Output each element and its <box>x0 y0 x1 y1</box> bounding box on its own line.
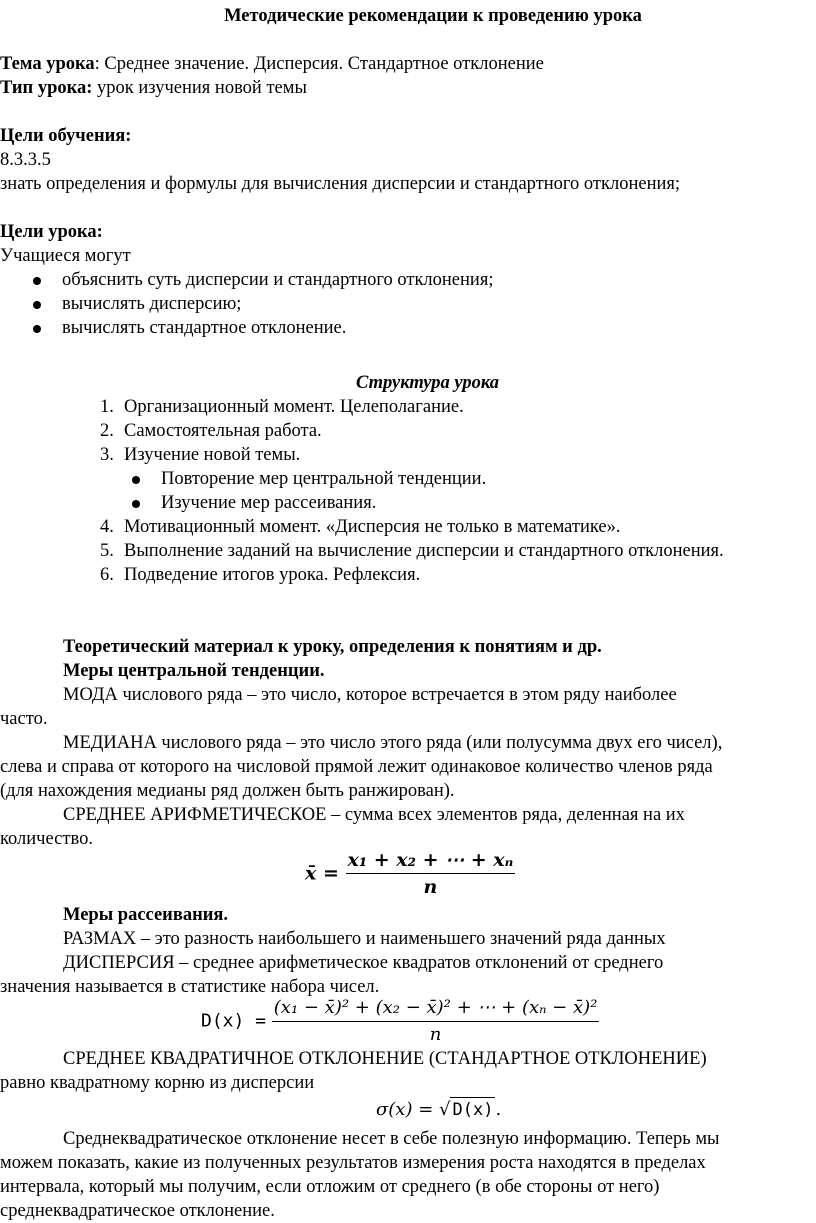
std-formula <box>376 1097 501 1122</box>
structure-number: 1. <box>100 397 114 417</box>
theory-heading: Теоретический материал к уроку, определения к понятиям и др. <box>63 637 602 657</box>
median-definition: МЕДИАНА числового ряда – это число этого ряда (или полусумма двух его чисел), <box>63 733 723 753</box>
final-paragraph-cont: среднеквадратическое отклонение. <box>0 1201 275 1221</box>
variance-formula-numerator: (x₁ − x̄)² + (x₂ − x̄)² + ⋯ + (xₙ − x̄)² <box>272 996 600 1022</box>
structure-item: Самостоятельная работа. <box>124 421 322 441</box>
goals-heading: Цели урока: <box>0 222 103 242</box>
variance-definition-cont: значения называется в статистике набора чисел. <box>0 977 380 997</box>
topic-value: : Среднее значение. Дисперсия. Стандартное отклонение <box>94 54 544 74</box>
variance-formula-lhs: D(x) = <box>201 1010 267 1032</box>
bullet-icon <box>33 301 41 309</box>
bullet-icon <box>132 476 140 484</box>
variance-formula-denominator: n <box>429 1024 442 1045</box>
median-definition-cont: (для нахождения медианы ряд должен быть ранжирован). <box>0 781 455 801</box>
structure-number: 5. <box>100 541 114 561</box>
structure-number: 2. <box>100 421 114 441</box>
document-title: Методические рекомендации к проведению урока <box>224 6 642 26</box>
mean-definition-cont: количество. <box>0 829 93 849</box>
dispersion-measures-heading: Меры рассеивания. <box>63 905 229 925</box>
structure-item: Организационный момент. Целеполагание. <box>124 397 464 417</box>
topic-line <box>0 52 544 76</box>
mode-definition: МОДА числового ряда – это число, которое встречается в этом ряду наиболее <box>63 685 677 705</box>
final-paragraph-cont: можем показать, какие из полученных результатов измерения роста находятся в пределах <box>0 1153 706 1173</box>
final-paragraph-cont: интервала, который мы получим, если отложим от среднего (в обе стороны от него) <box>0 1177 660 1197</box>
variance-definition: ДИСПЕРСИЯ – среднее арифметическое квадратов отклонений от среднего <box>63 953 664 973</box>
goal-item: вычислять стандартное отклонение. <box>62 318 347 338</box>
std-definition-cont: равно квадратному корню из дисперсии <box>0 1073 315 1093</box>
std-formula-radicand: D(x) <box>450 1097 495 1122</box>
structure-item: Изучение новой темы. <box>124 445 301 465</box>
central-tendency-heading: Меры центральной тенденции. <box>63 661 325 681</box>
structure-subitem: Изучение мер рассеивания. <box>161 493 377 513</box>
mean-formula-lhs: x̄ = <box>305 862 339 885</box>
objectives-code: 8.3.3.5 <box>0 150 51 170</box>
structure-number: 6. <box>100 565 114 585</box>
mean-formula-denominator: n <box>423 876 438 898</box>
median-definition-cont: слева и справа от которого на числовой прямой лежит одинаковое количество членов ряда <box>0 757 713 777</box>
variance-formula <box>201 996 599 1047</box>
std-formula-lhs: σ(x) = √ <box>376 1099 451 1120</box>
bullet-icon <box>132 500 140 508</box>
std-definition: СРЕДНЕЕ КВАДРАТИЧНОЕ ОТКЛОНЕНИЕ (СТАНДАРТНОЕ ОТКЛОНЕНИЕ) <box>63 1049 707 1069</box>
type-value: урок изучения новой темы <box>92 78 307 98</box>
topic-label: Тема урока <box>0 54 95 74</box>
goal-item: вычислять дисперсию; <box>62 294 242 314</box>
bullet-icon <box>33 277 41 285</box>
mean-formula-numerator: x₁ + x₂ + ⋯ + xₙ <box>346 848 516 874</box>
mean-definition: СРЕДНЕЕ АРИФМЕТИЧЕСКОЕ – сумма всех элементов ряда, деленная на их <box>63 805 685 825</box>
structure-item: Мотивационный момент. «Дисперсия не только в математике». <box>124 517 621 537</box>
bullet-icon <box>33 325 41 333</box>
final-paragraph: Среднеквадратическое отклонение несет в себе полезную информацию. Теперь мы <box>63 1129 720 1149</box>
objectives-text: знать определения и формулы для вычисления дисперсии и стандартного отклонения; <box>0 174 681 194</box>
goals-intro: Учащиеся могут <box>0 246 131 266</box>
type-line <box>0 76 307 100</box>
structure-heading: Структура урока <box>356 373 499 393</box>
structure-number: 3. <box>100 445 114 465</box>
type-label: Тип урока: <box>0 78 93 98</box>
range-definition: РАЗМАХ – это разность наибольшего и наименьшего значений ряда данных <box>63 929 666 949</box>
goal-item: объяснить суть дисперсии и стандартного отклонения; <box>62 270 494 290</box>
mean-formula <box>305 848 515 899</box>
structure-item: Подведение итогов урока. Рефлексия. <box>124 565 421 585</box>
std-formula-tail: . <box>495 1099 502 1120</box>
structure-subitem: Повторение мер центральной тенденции. <box>161 469 487 489</box>
objectives-heading: Цели обучения: <box>0 126 132 146</box>
structure-number: 4. <box>100 517 114 537</box>
mode-definition-cont: часто. <box>0 709 48 729</box>
structure-item: Выполнение заданий на вычисление дисперсии и стандартного отклонения. <box>124 541 724 561</box>
